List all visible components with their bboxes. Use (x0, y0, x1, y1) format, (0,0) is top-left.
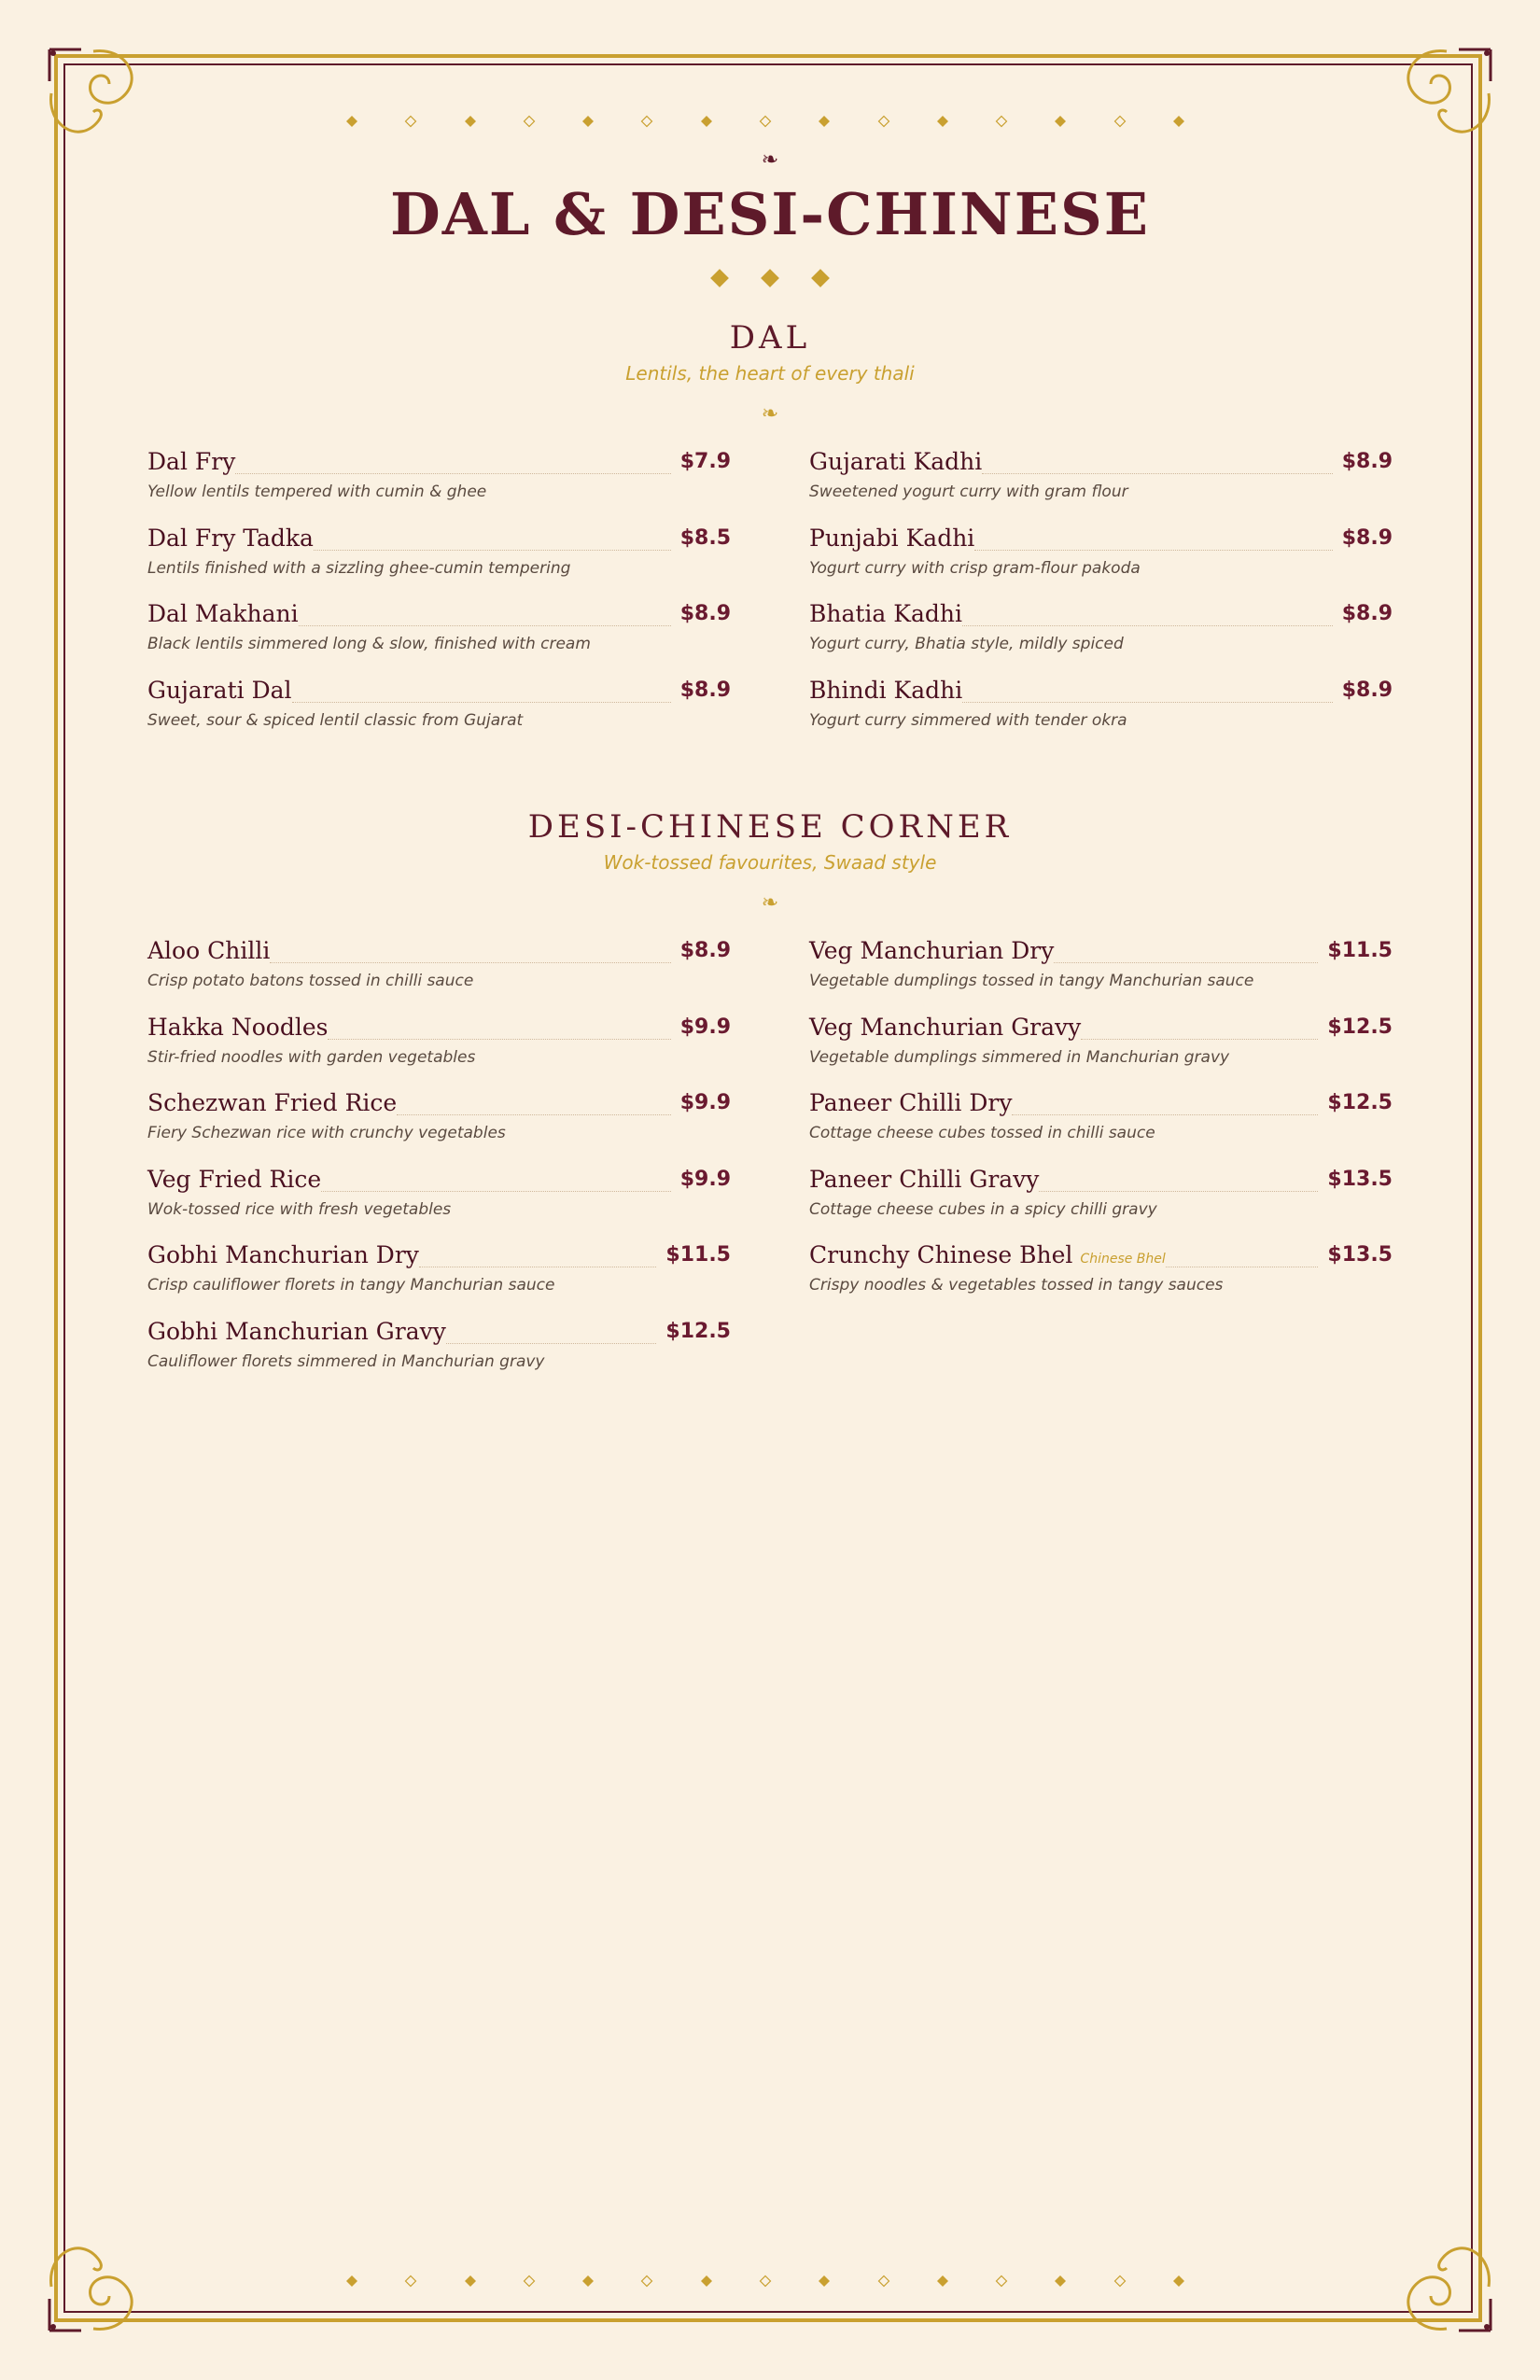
outline-diamond-icon (640, 2275, 653, 2288)
section-title-dal: DAL (729, 319, 811, 357)
section-title-desi-chinese: DESI-CHINESE CORNER (527, 808, 1013, 846)
menu-item-name: Crunchy Chinese Bhel (809, 1241, 1073, 1268)
corner-swirl-ornament (42, 2235, 145, 2338)
menu-item-tag: Chinese Bhel (1080, 1252, 1166, 1267)
menu-item-header (147, 521, 731, 553)
menu-item-name: Schezwan Fried Rice (147, 1089, 398, 1116)
dotted-leader (1054, 961, 1318, 963)
menu-item-name: Gobhi Manchurian Dry (147, 1241, 419, 1268)
menu-item-description: Wok-tossed rice with fresh vegetables (147, 1199, 452, 1219)
section-subtitle-dal: Lentils, the heart of every thali (625, 362, 915, 385)
filled-diamond-icon (1054, 2275, 1067, 2288)
outline-diamond-icon (523, 115, 536, 128)
menu-item-description: Cottage cheese cubes tossed in chilli sauce (809, 1124, 1155, 1142)
menu-item-name: Aloo Chilli (147, 937, 271, 964)
fleuron-ornament: ❧ (761, 148, 779, 172)
menu-item-price: $9.9 (679, 1167, 731, 1191)
menu-item-description: Sweet, sour & spiced lentil classic from Gujarat (147, 710, 524, 730)
menu-item-name: Veg Fried Rice (147, 1165, 322, 1193)
menu-item (809, 933, 1393, 1010)
menu-item (147, 1010, 731, 1086)
menu-item-description: Lentils finished with a sizzling ghee-cumin tempering (147, 558, 571, 578)
filled-diamond-icon (581, 2275, 595, 2288)
dotted-leader (962, 624, 1333, 626)
outline-diamond-icon (1113, 115, 1127, 128)
menu-item-header (147, 1314, 731, 1346)
filled-diamond-icon (581, 115, 595, 128)
filled-diamond-icon (464, 2275, 477, 2288)
menu-item-header (809, 596, 1393, 628)
menu-item-header (809, 1010, 1393, 1042)
menu-item-description: Cottage cheese cubes in a spicy chilli gravy (809, 1199, 1157, 1219)
section-subtitle-desi-chinese: Wok-tossed favourites, Swaad style (603, 851, 937, 874)
menu-item (809, 673, 1393, 749)
menu-item-price: $9.9 (679, 1015, 731, 1039)
menu-item (147, 596, 731, 673)
menu-item-price: $12.5 (1327, 1015, 1393, 1039)
menu-item-name: Gobhi Manchurian Gravy (147, 1317, 446, 1345)
desi-chinese-left-column (147, 933, 731, 1390)
menu-item-price: $8.9 (1341, 678, 1393, 702)
menu-item (809, 1162, 1393, 1239)
desi-chinese-right-column (809, 933, 1393, 1314)
filled-diamond-icon (936, 115, 949, 128)
menu-item-header (147, 444, 731, 476)
outline-diamond-icon (1113, 2275, 1127, 2288)
menu-item-name: Veg Manchurian Gravy (809, 1013, 1082, 1041)
menu-item-price: $13.5 (1327, 1243, 1393, 1267)
dotted-leader (974, 549, 1332, 551)
filled-diamond-icon (818, 2275, 831, 2288)
outline-diamond-icon (995, 2275, 1008, 2288)
filled-diamond-icon (345, 115, 358, 128)
menu-item-name: Dal Fry (147, 448, 236, 475)
menu-item (147, 1162, 731, 1239)
menu-item-description: Yogurt curry with crisp gram-flour pakoda (809, 558, 1141, 578)
menu-item-name: Hakka Noodles (147, 1013, 329, 1041)
outline-diamond-icon (759, 115, 772, 128)
menu-item-header (809, 673, 1393, 705)
outline-diamond-icon (404, 115, 417, 128)
bottom-diamond-border (345, 2270, 1185, 2292)
menu-item-header (809, 1238, 1393, 1269)
menu-item-price: $8.9 (679, 678, 731, 702)
outline-diamond-icon (759, 2275, 772, 2288)
menu-item-name: Veg Manchurian Dry (809, 937, 1055, 964)
menu-item-name: Punjabi Kadhi (809, 524, 975, 552)
dotted-leader (1081, 1038, 1318, 1040)
title-diamonds-ornament (709, 267, 831, 289)
outline-diamond-icon (404, 2275, 417, 2288)
corner-swirl-ornament (1395, 2235, 1498, 2338)
menu-item-price: $12.5 (1327, 1091, 1393, 1114)
menu-item-header (147, 1238, 731, 1269)
filled-diamond-icon (700, 115, 713, 128)
menu-item-header (147, 1010, 731, 1042)
filled-diamond-icon (700, 2275, 713, 2288)
dotted-leader (446, 1342, 657, 1344)
menu-item-price: $13.5 (1327, 1167, 1393, 1191)
dal-right-column (809, 444, 1393, 749)
menu-item (809, 1085, 1393, 1162)
menu-item-description: Yogurt curry, Bhatia style, mildly spiced (809, 635, 1124, 653)
menu-item-price: $11.5 (1327, 939, 1393, 962)
menu-item-header (809, 521, 1393, 553)
menu-item-price: $12.5 (665, 1319, 731, 1343)
top-diamond-border (345, 110, 1185, 133)
menu-item-name: Dal Makhani (147, 600, 299, 627)
outline-diamond-icon (995, 115, 1008, 128)
dotted-leader (299, 624, 671, 626)
menu-item (147, 673, 731, 749)
menu-item-description: Crisp cauliflower florets in tangy Manchurian sauce (147, 1276, 555, 1295)
menu-item-price: $8.9 (1341, 450, 1393, 473)
menu-item-header (809, 933, 1393, 965)
dotted-leader (419, 1266, 657, 1267)
filled-diamond-icon (1054, 115, 1067, 128)
menu-item-name: Paneer Chilli Gravy (809, 1165, 1040, 1193)
dotted-leader (328, 1038, 670, 1040)
menu-item-header (147, 596, 731, 628)
filled-diamond-icon (936, 2275, 949, 2288)
menu-item (809, 444, 1393, 521)
menu-item-price: $8.9 (1341, 602, 1393, 625)
dal-left-column (147, 444, 731, 749)
menu-item-price: $8.9 (1341, 525, 1393, 550)
dotted-leader (982, 472, 1332, 474)
menu-item-name: Gujarati Kadhi (809, 448, 983, 475)
menu-item (147, 1238, 731, 1314)
menu-item-description: Vegetable dumplings simmered in Manchurian gravy (809, 1047, 1230, 1067)
menu-item-description: Black lentils simmered long & slow, finished with cream (147, 635, 591, 653)
filled-diamond-icon (1172, 2275, 1185, 2288)
fleuron-ornament: ❧ (761, 402, 779, 426)
menu-item-price: $8.9 (679, 939, 731, 962)
menu-item-name: Paneer Chilli Dry (809, 1089, 1013, 1116)
menu-item-description: Vegetable dumplings tossed in tangy Manchurian sauce (809, 972, 1254, 990)
outline-diamond-icon (877, 115, 890, 128)
menu-item-header (809, 444, 1393, 476)
menu-item-description: Crisp potato batons tossed in chilli sauce (147, 972, 474, 990)
menu-item-name: Bhatia Kadhi (809, 600, 962, 627)
menu-item-price: $9.9 (679, 1091, 731, 1114)
menu-item-header (147, 673, 731, 705)
menu-item-description: Crispy noodles & vegetables tossed in tangy sauces (809, 1276, 1224, 1295)
filled-diamond-icon (1172, 115, 1185, 128)
menu-title: DAL & DESI-CHINESE (389, 180, 1151, 248)
menu-item-header (147, 1162, 731, 1194)
outline-diamond-icon (640, 115, 653, 128)
fleuron-ornament: ❧ (761, 891, 779, 915)
dotted-leader (314, 549, 671, 551)
menu-item-name: Gujarati Dal (147, 676, 292, 704)
outline-diamond-icon (877, 2275, 890, 2288)
menu-item-description: Sweetened yogurt curry with gram flour (809, 483, 1128, 501)
menu-item-price: $8.5 (679, 525, 731, 550)
dotted-leader (1166, 1266, 1319, 1267)
menu-item (147, 1314, 731, 1391)
outline-diamond-icon (523, 2275, 536, 2288)
menu-item (809, 1238, 1393, 1314)
menu-item-description: Yogurt curry simmered with tender okra (809, 710, 1127, 730)
dotted-leader (270, 961, 670, 963)
menu-item-header (809, 1085, 1393, 1117)
menu-item-description: Stir-fried noodles with garden vegetables (147, 1047, 476, 1067)
filled-diamond-icon (464, 115, 477, 128)
menu-item-description: Cauliflower florets simmered in Manchurian gravy (147, 1351, 545, 1371)
menu-item-header (147, 1085, 731, 1117)
filled-diamond-icon (818, 115, 831, 128)
menu-item-description: Yellow lentils tempered with cumin & ghee (147, 483, 487, 501)
corner-swirl-ornament (1395, 42, 1498, 145)
filled-diamond-icon (345, 2275, 358, 2288)
menu-item (147, 1085, 731, 1162)
menu-item-price: $7.9 (679, 450, 731, 473)
menu-item (809, 1010, 1393, 1086)
dotted-leader (235, 472, 670, 474)
menu-item-header (147, 933, 731, 965)
menu-item (147, 521, 731, 597)
menu-item (147, 933, 731, 1010)
dotted-leader (397, 1113, 671, 1115)
menu-item-name: Bhindi Kadhi (809, 676, 963, 704)
dotted-leader (962, 701, 1333, 703)
dotted-leader (1039, 1190, 1318, 1192)
dotted-leader (1012, 1113, 1318, 1115)
menu-item (147, 444, 731, 521)
menu-item-name: Dal Fry Tadka (147, 524, 314, 552)
dotted-leader (321, 1190, 671, 1192)
menu-item (809, 596, 1393, 673)
corner-swirl-ornament (42, 42, 145, 145)
menu-item-price: $8.9 (679, 602, 731, 625)
menu-item (809, 521, 1393, 597)
dotted-leader (292, 701, 671, 703)
menu-item-price: $11.5 (665, 1243, 731, 1267)
menu-item-header (809, 1162, 1393, 1194)
menu-item-description: Fiery Schezwan rice with crunchy vegetables (147, 1124, 506, 1142)
